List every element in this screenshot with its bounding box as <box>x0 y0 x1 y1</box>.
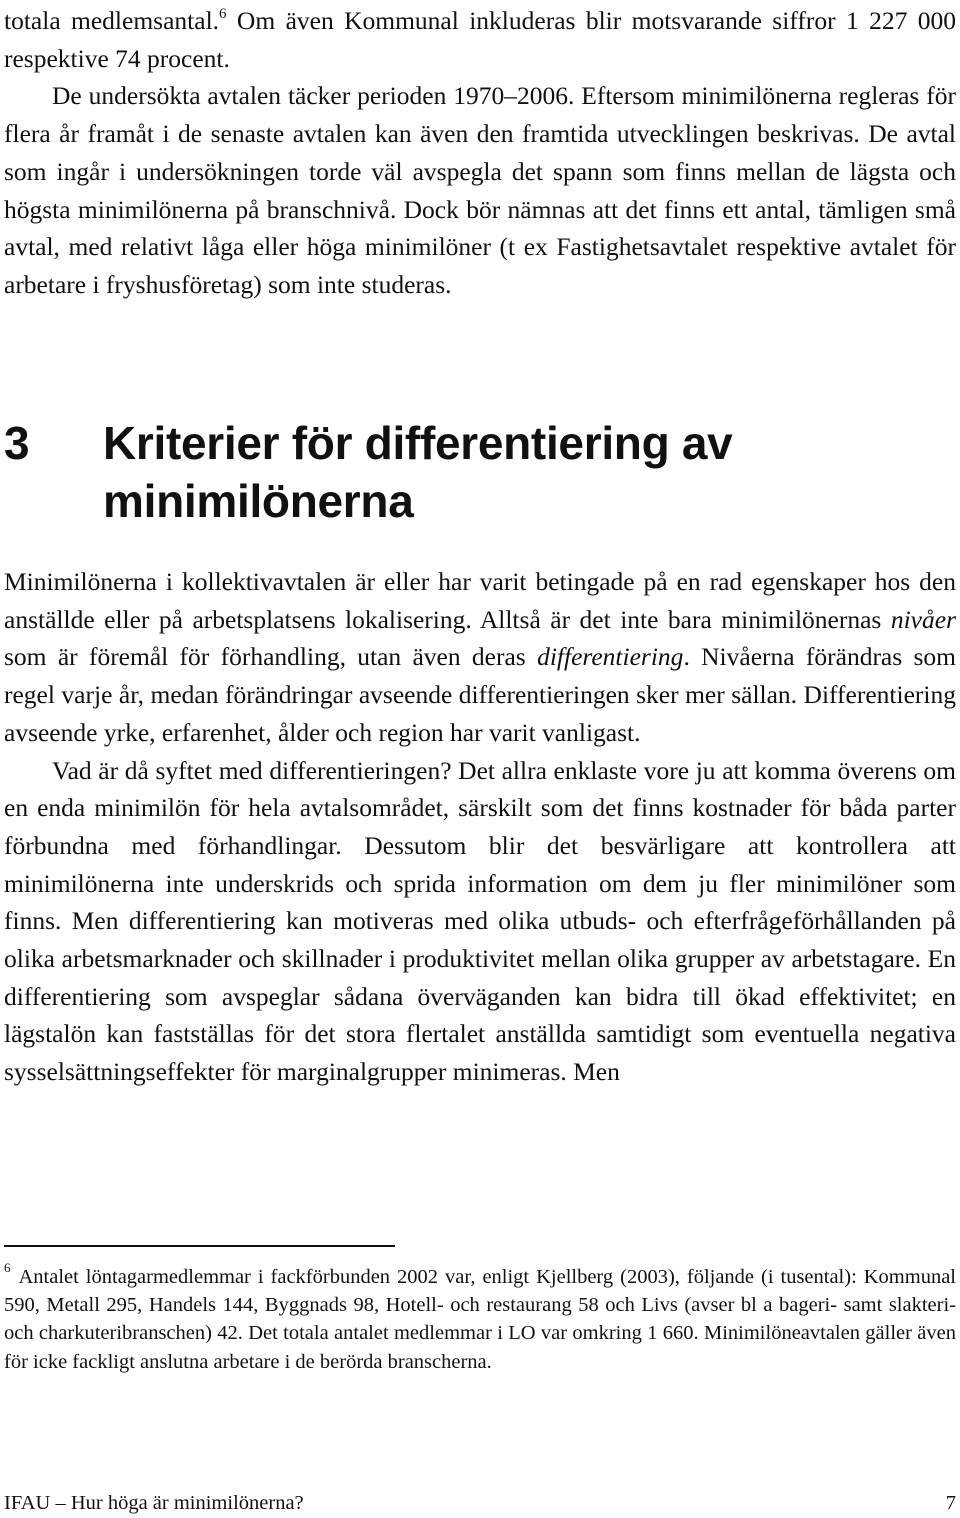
paragraph-member-total: totala medlemsantal.$^6$ Om även Kommunal inkluderas blir motsvarande siffror 1 227 000 respektive 74 procent. <box>4 5 956 73</box>
page-number: 7 <box>945 1492 956 1514</box>
section-number: 3 <box>4 417 30 469</box>
footer-publication-title: IFAU – Hur höga är minimilönerna? <box>4 1492 304 1514</box>
section-title: Kriterier för differentiering av minimilönerna <box>103 417 733 527</box>
emphasis-levels: nivåer <box>890 604 956 634</box>
emphasis-differentiation: differentiering <box>537 642 684 672</box>
footnote-number: 6 <box>4 1260 11 1276</box>
paragraph-differentiation-criteria: Minimilönerna i kollektivavtalen är eller har varit betingade på en rad egenskaper hos den anställde eller på arbetsplatsens lokalisering. Alltså är det inte bara minimilönernas nivåer som är föremål för förhandling, utan även deras differentiering. Nivåerna förändras som regel varje år, medan förändringar avseende differentieringen sker mer sällan. Differentiering avseende yrke, erfarenhet, ålder och region har varit vanligast. <box>4 567 956 747</box>
paragraph-agreements-period: De undersökta avtalen täcker perioden 1970–2006. Eftersom minimilönerna regleras för flera år framåt i de senaste avtalen kan även den framtida utvecklingen beskrivas. De avtal som ingår i undersökningen torde väl avspegla det spann som finns mellan de lägsta och högsta minimilönerna på branschnivå. Dock bör nämnas att det finns ett antal, tämligen små avtal, med relativt låga eller höga minimilöner (t ex Fastighetsavtalet respektive avtalet för arbetare i fryshusföretag) som inte studeras. <box>4 81 956 299</box>
section-paragraphs <box>4 563 956 1091</box>
footnote-divider <box>4 1245 395 1247</box>
paragraph-purpose: Vad är då syftet med differentieringen? Det allra enklaste vore ju att komma överens om en enda minimilön för hela avtalsområdet, särskilt som det finns kostnader för båda parter förbundna med förhandlingar. Dessutom blir det besvärligare att kontrollera att minimilönerna inte underskrids och sprida information om dem ju fler minimilöner som finns. Men differentiering kan motiveras med olika utbuds- och efterfrågeförhållanden på olika arbetsmarknader och skillnader i produktivitet mellan olika grupper av arbetstagare. En differentiering som avspeglar sådana överväganden kan bidra till ökad effektivitet; en lägstalön kan fastställas för det stora flertalet anställda samtidigt som eventuella negativa sysselsättningseffekter för marginalgrupper minimeras. Men <box>4 755 956 1087</box>
footnote-text: Antalet löntagarmedlemmar i fackförbunden 2002 var, enligt Kjellberg (2003), följande (i tusental): Kommunal 590, Metall 295, Handels 144, Byggnads 98, Hotell- och restaurang 58 och Livs (avser bl a bageri- samt slakteri- och charkuteribranschen) 42. Det totala antalet medlemmar i LO var omkring 1 660. Minimilöneavtalen gäller även för icke fackligt anslutna arbetare i de berörda branscherna. <box>4 1266 956 1373</box>
top-paragraphs <box>4 2 956 304</box>
footnote <box>4 1260 956 1376</box>
footnote-reference[interactable]: 6 <box>219 5 227 22</box>
